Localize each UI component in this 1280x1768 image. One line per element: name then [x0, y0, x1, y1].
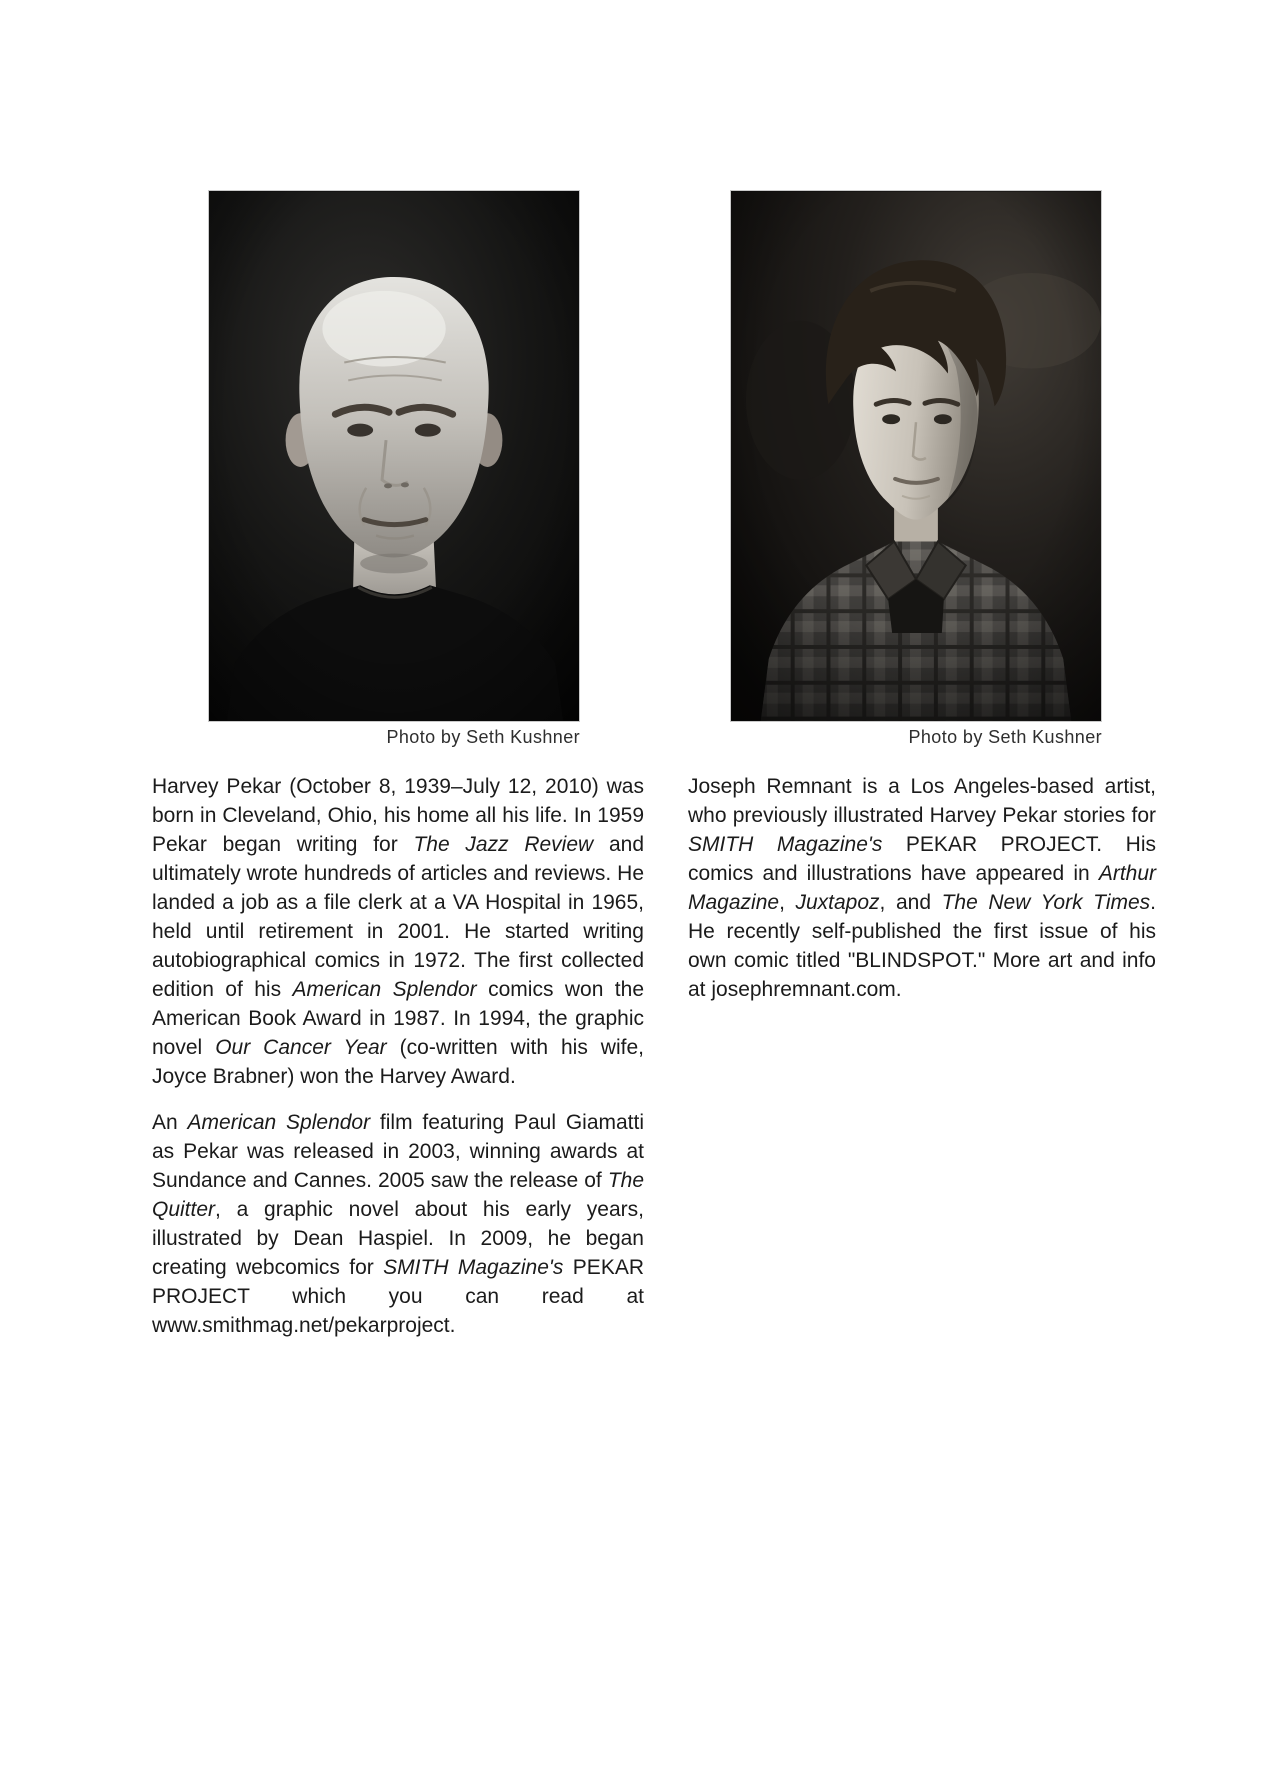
photo-credit-left: Photo by Seth Kushner — [386, 727, 580, 747]
bio-paragraph-harvey-1: Harvey Pekar (October 8, 1939–July 12, 2010) was born in Cleveland, Ohio, his home all his life. In 1959 Pekar began writing for The Jazz Review and ultimately wrote hundreds of articles and reviews. He landed a job as a file clerk at a VA Hospital in 1965, held until retirement in 2001. He started writing autobiographical comics in 1972. The first collected edition of his American Splendor comics won the American Book Award in 1987. In 1994, the graphic novel Our Cancer Year (co-written with his wife, Joyce Brabner) won the Harvey Award. — [152, 775, 645, 1088]
joseph-remnant-figure — [730, 190, 1102, 748]
harvey-pekar-portrait-illustration — [209, 191, 579, 721]
bio-paragraph-harvey-2: An American Splendor film featuring Paul Giamatti as Pekar was released in 2003, winning awards at Sundance and Cannes. 2005 saw the release of The Quitter, a graphic novel about his early years, illustrated by Dean Haspiel. In 2009, he began creating webcomics for SMITH Magazine's PEKAR PROJECT which you can read at www.smithmag.net/pekarproject. — [152, 1111, 645, 1337]
harvey-bio-column — [152, 772, 644, 1357]
photo-credit-right: Photo by Seth Kushner — [908, 727, 1102, 747]
joseph-remnant-portrait-illustration — [731, 191, 1101, 721]
joseph-bio-column — [688, 772, 1156, 1021]
harvey-pekar-photo — [208, 190, 580, 722]
bio-paragraph-joseph-1: Joseph Remnant is a Los Angeles-based artist, who previously illustrated Harvey Pekar stories for SMITH Magazine's PEKAR PROJECT. His comics and illustrations have appeared in Arthur Magazine, Juxtapoz, and The New York Times. He recently self-published the first issue of his own comic titled "BLINDSPOT." More art and info at josephremnant.com. — [688, 775, 1157, 1001]
joseph-remnant-photo — [730, 190, 1102, 722]
harvey-pekar-figure — [208, 190, 580, 748]
